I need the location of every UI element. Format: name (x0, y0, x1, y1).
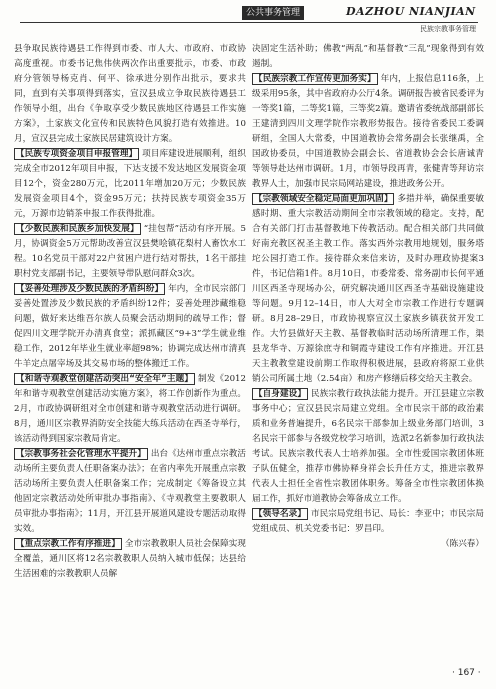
paragraph-heading: 【民族宗教工作宣传更加务实】 (254, 74, 376, 84)
paragraph-text: 市民宗局党组书记、局长：李亚中；市民宗局党组成员、机关党委书记：罗昌印。 (252, 509, 484, 534)
section-subtitle: 民族宗教事务管理 (420, 25, 476, 33)
paragraph (14, 372, 246, 447)
paragraph-heading: 【宗教事务社会化管理水平提升】 (16, 449, 146, 459)
paragraph (14, 147, 246, 222)
paragraph (252, 507, 484, 537)
paragraph-text: 年内，上报信息116条，上级采用95条，其中省政府办公厅4条。调研报告被省民委评为一等奖1篇，二等奖1篇，三等奖2篇。邀请省委统战部副部长王建清到四川文理学院作宗教形势报告。接待省委民工委调研组，全国人大常委，中国道教协会常务副会长张继禹，全国政协委员，中国道教协会副会长、省道教协会会长唐诚青等领导赴达州市调研。1月，市领导段再青，张健青等拜访宗教界人士，加强市民宗局网站建设，推进政务公开。 (252, 74, 484, 189)
paragraph-heading: 【民族专项资金项目申报管理】 (16, 149, 138, 159)
paragraph-heading: 【重点宗教工作有序推进】 (16, 539, 120, 549)
paragraph (14, 282, 246, 372)
section-tab: 公共事务管理 (242, 6, 304, 20)
paragraph-text: 年内，全市民宗部门妥善处置涉及少数民族的矛盾纠纷12件；妥善处理涉藏维稳问题，做好来达维吾尔族人员聚会活动期间的疏导工作；督促四川文理学院开办清真食堂；派抓藏区“9+3”学生就业维稳工作，2012年毕业生就业率超98%；协调完成达州市清真牛羊定点屠宰场及其交易市场的整体搬迁工作。 (14, 284, 246, 369)
paragraph (14, 447, 246, 537)
paragraph-text: “挂包帮”活动有序开展。5月，协调资金5万元帮助改善宣汉县樊哙镇花梨村人畜饮水工程。10名党员干部对22户贫困户进行结对帮扶，1名干部挂职村党支部副书记，主要领导带队慰问群众3次。 (14, 224, 246, 279)
paragraph-heading: 【自身建设】 (254, 389, 306, 399)
paragraph-text: 出台《达州市重点宗教活动场所主要负责人任职备案办法》；在省内率先开展重点宗教活动场所主要负责人任职备案工作；完成制定《筹备设立其他固定宗教活动处所审批办事指南》、《寺观教堂主要教职人员审批办事指南》；11月，开江县开展道风建设专题活动取得实效。 (14, 449, 246, 534)
paragraph (14, 222, 246, 282)
paragraph-text: 县争取民族待遇县工作得到市委、市人大、市政府、市政协高度重视。市委书记焦伟侠两次作出重要批示，市委、市政府分管领导杨克肖、何平、徐承进分别作出批示，要求共同，直到有关事项得到落实，宣汉县成立争取民族待遇县工作领导小组，出台《争取享受少数民族地区待遇县工作实施方案》，土家族文化宣传和民族特色风貌打造有效推进。10月，宣汉县完成土家族民居建筑设计方案。 (14, 44, 246, 144)
paragraph-heading: 【宗教领域安全稳定局面更加巩固】 (254, 194, 393, 204)
header-rule (20, 22, 478, 23)
paragraph-text: 制发《2012年和谐寺观教堂创建活动实施方案》，将工作创新作为重点。2月，市政协调研组对全市创建和谐寺观教堂活动进行调研。8月，通川区宗教界消防安全技能大练兵活动在西圣寺举行，该活动得到国家宗教局肯定。 (14, 374, 246, 444)
paragraph-text: 项目库建设进展顺利，组织完成全市2012年项目申报，下达支援不发达地区发展资金项目12个，资金280万元，比2011年增加20万元；少数民族发展资金项目4个，资金95万元；扶持民族专项资金35万元，万源市边销茶申报工作获得批准。 (14, 149, 246, 219)
left-column (14, 42, 246, 582)
page-header (0, 0, 496, 33)
paragraph-heading: 【和谐寺观教堂创建活动突出“安全年”主题】 (16, 374, 193, 384)
paragraph (252, 387, 484, 507)
paragraph (252, 192, 484, 387)
paragraph-heading: 【领导名录】 (254, 509, 306, 519)
paragraph (14, 537, 246, 582)
right-column (252, 42, 484, 552)
paragraph (14, 42, 246, 147)
paragraph-heading: 【少数民族和民族乡加快发展】 (16, 224, 139, 234)
paragraph (252, 72, 484, 192)
yearbook-english-title: DAZHOU NIANJIAN (346, 5, 476, 18)
paragraph (252, 42, 484, 72)
page-number: · 167 · (452, 668, 481, 678)
paragraph-text: 决固定生活补助；佛教“两乱”和基督教“三乱”现象得到有效遏制。 (252, 44, 484, 69)
paragraph-text: 民族宗教行政执法能力提升。开江县建立宗教事务中心；宣汉县民宗局建立党组。全市民宗干部的政治素质和业务普遍提升，6名民宗干部参加上级业务部门培训，3名民宗干部参与各级党校学习培训，选派2名新参加行政执法考试。民族宗教代表人士培养加强。全市性爱国宗教团体班子队伍健全，推荐市佛协释身祥会长升任方丈，推进宗教界代表人士担任全省性宗教团体职务。筹备全市性宗教团体换届工作，抓好市道教协会筹备成立工作。 (252, 389, 484, 504)
paragraph-text: 全市宗教教职人员社会保障实现全覆盖，通川区将12名宗教教职人员纳入城市低保；达县给生活困难的宗教教职人员解 (14, 539, 246, 579)
paragraph-text: 多措并举，确保重要敏感时期、重大宗教活动期间全市宗教领域的稳定。支持，配合有关部门打击基督教地下传教活动。配合相关部门共同做好南充教区祝圣主教工作。落实西外宗教用地规划，服务塔坨公园打造工作。接待群众来信来访，及时办理政协提案3件，书记信箱1件。8月10日，市委常委、常务副市长何平通川区西圣寺现场办公，研究解决通川区西圣寺基础设施建设等问题。9月12–14日，市人大对全市宗教工作进行专题调研。8月28–29日，市政协视察宣汉土家族乡镇获贫开发工作。大竹县做好天主教、基督教临时活动场所清理工作，渠县龙华寺、万源徐庶寺和铜霞寺建设工作有序推进。开江县天主教教堂建设前期工作取得积极进展，县政府将原工业供销公司所属土地（2.54亩）和房产修缮后移交给天主教会。 (252, 194, 484, 384)
author-credit: （陈兴春） (441, 539, 484, 549)
paragraph-heading: 【妥善处理涉及少数民族的矛盾纠纷】 (16, 284, 164, 294)
